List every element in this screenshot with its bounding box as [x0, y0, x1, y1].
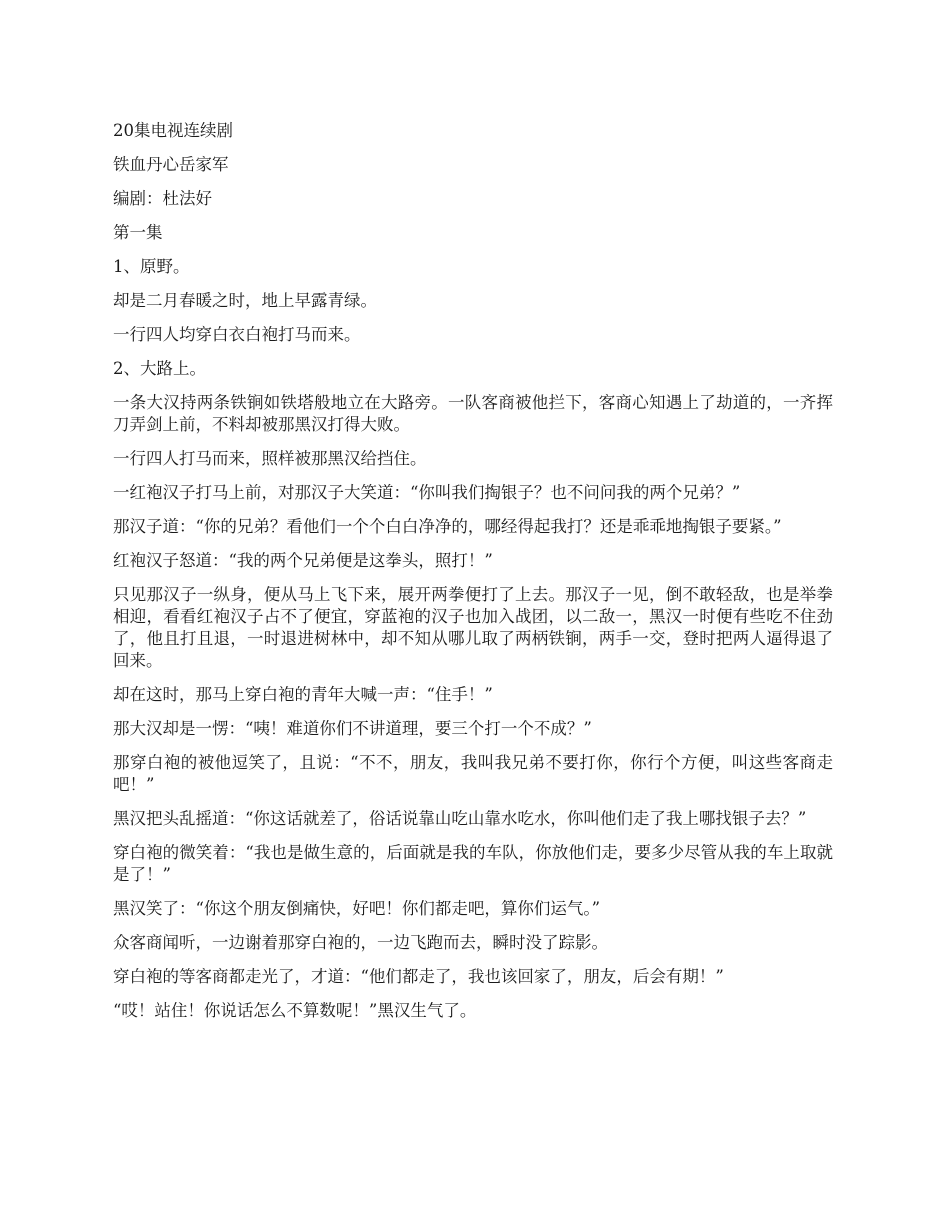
script-paragraph: 黑汉笑了：“你这个朋友倒痛快，好吧！你们都走吧，算你们运气。” — [113, 899, 601, 918]
script-paragraph: 只见那汉子一纵身，便从马上飞下来，展开两拳便打了上去。那汉子一见，倒不敢轻敌，也是举拳相迎，看看红袍汉子占不了便宜，穿蓝袍的汉子也加入战团，以二敌一，黑汉一时便有些吃不住劲了，他且打且退，一时退进树林中，却不知从哪儿取了两柄铁锏，两手一交，登时把两人逼得退了回来。 — [113, 585, 833, 670]
script-paragraph: 黑汉把头乱摇道：“你这话就差了，俗话说靠山吃山靠水吃水，你叫他们走了我上哪找银子去？” — [113, 809, 807, 828]
script-paragraph: “哎！站住！你说话怎么不算数呢！”黑汉生气了。 — [113, 1001, 477, 1020]
script-paragraph: 一行四人打马而来，照样被那黑汉给挡住。 — [113, 449, 427, 468]
screenwriter-credit: 编剧：杜法好 — [113, 189, 212, 208]
document-body — [113, 120, 833, 1034]
script-paragraph: 红袍汉子怒道：“我的两个兄弟便是这拳头，照打！” — [113, 551, 493, 570]
script-paragraph: 一行四人均穿白衣白袍打马而来。 — [113, 325, 361, 344]
script-paragraph: 一红袍汉子打马上前，对那汉子大笑道：“你叫我们掏银子？也不问问我的两个兄弟？” — [113, 483, 741, 502]
drama-title: 铁血丹心岳家军 — [113, 155, 229, 174]
script-paragraph: 那穿白袍的被他逗笑了，且说：“不不，朋友，我叫我兄弟不要打你，你行个方便，叫这些客商走吧！” — [113, 753, 833, 794]
script-paragraph: 穿白袍的等客商都走光了，才道：“他们都走了，我也该回家了，朋友，后会有期！” — [113, 967, 724, 986]
script-paragraph: 穿白袍的微笑着：“我也是做生意的，后面就是我的车队，你放他们走，要多少尽管从我的车上取就是了！” — [113, 843, 833, 884]
script-paragraph: 却在这时，那马上穿白袍的青年大喊一声：“住手！” — [113, 685, 493, 704]
scene-heading: 2、大路上。 — [113, 359, 206, 378]
script-paragraph: 却是二月春暖之时，地上早露青绿。 — [113, 291, 377, 310]
episode-heading: 第一集 — [113, 223, 163, 242]
series-episodes-line: 20集电视连续剧 — [113, 121, 233, 140]
script-paragraph: 那大汉却是一愣：“咦！难道你们不讲道理，要三个打一个不成？” — [113, 719, 592, 738]
scene-heading: 1、原野。 — [113, 257, 190, 276]
script-paragraph: 一条大汉持两条铁锏如铁塔般地立在大路旁。一队客商被他拦下，客商心知遇上了劫道的，一齐挥刀弄剑上前，不料却被那黑汉打得大败。 — [113, 393, 833, 434]
script-paragraph: 众客商闻听，一边谢着那穿白袍的，一边飞跑而去，瞬时没了踪影。 — [113, 933, 608, 952]
script-paragraph: 那汉子道：“你的兄弟？看他们一个个白白净净的，哪经得起我打？还是乖乖地掏银子要紧。” — [113, 517, 782, 536]
